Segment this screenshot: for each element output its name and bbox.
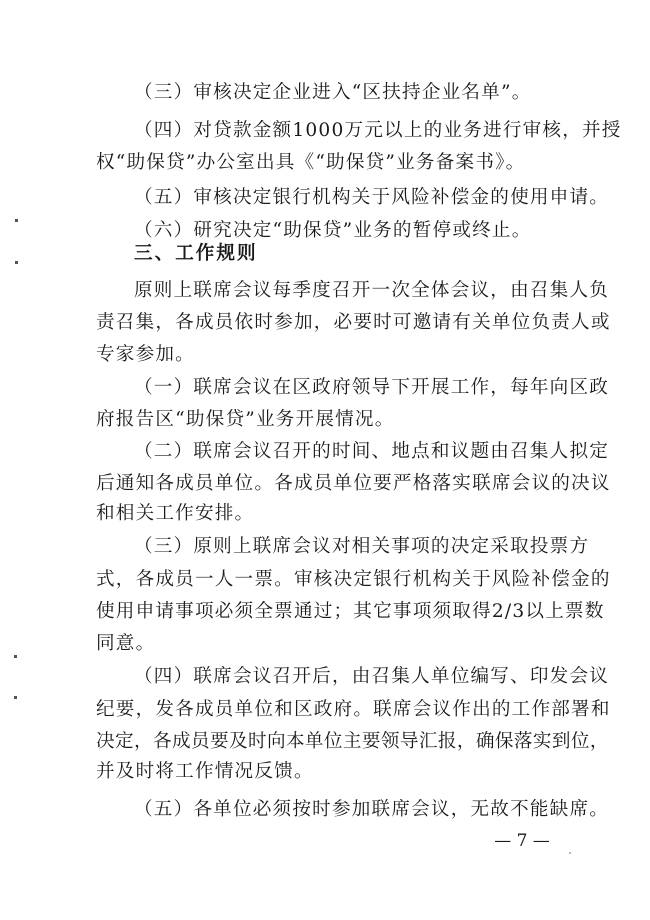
section-heading-work-rules: 三、工作规则: [134, 243, 258, 264]
rule-4-line-3: 决定，各成员要及时向本单位主要领导汇报，确保落实到位，: [96, 731, 609, 752]
scan-speck: [569, 852, 571, 854]
rule-4-line-4: 并及时将工作情况反馈。: [96, 761, 314, 782]
binding-mark: [14, 696, 17, 699]
binding-mark: [15, 261, 18, 264]
rule-4-line-1: （四）联席会议召开后，由召集人单位编写、印发会议: [134, 666, 610, 687]
rule-5-line: （五）各单位必须按时参加联席会议，无故不能缺席。: [134, 799, 610, 820]
rule-2-line-3: 和相关工作安排。: [96, 503, 255, 524]
rule-2-line-1: （二）联席会议召开的时间、地点和议题由召集人拟定: [134, 441, 610, 462]
rules-intro-line-1: 原则上联席会议每季度召开一次全体会议，由召集人负: [134, 280, 610, 301]
clause-4-line-1: （四）对贷款金额1000万元以上的业务进行审核，并授: [134, 120, 622, 141]
rules-intro-line-2: 责召集，各成员依时参加，必要时可邀请有关单位负责人或: [96, 312, 611, 333]
clause-3-line: （三）审核决定企业进入“区扶持企业名单”。: [134, 82, 532, 103]
rule-1-line-1: （一）联席会议在区政府领导下开展工作，每年向区政: [134, 377, 610, 398]
clause-6-line: （六）研究决定“助保贷”业务的暂停或终止。: [134, 220, 532, 241]
rule-4-line-2: 纪要，发各成员单位和区政府。联席会议作出的工作部署和: [96, 699, 611, 720]
binding-mark: [15, 219, 18, 222]
rule-2-line-2: 后通知各成员单位。各成员单位要严格落实联席会议的决议: [96, 473, 611, 494]
rules-intro-line-3: 专家参加。: [96, 344, 195, 365]
rule-1-line-2: 府报告区“助保贷”业务开展情况。: [96, 409, 395, 430]
rule-3-line-1: （三）原则上联席会议对相关事项的决定采取投票方: [134, 536, 590, 557]
rule-3-line-2: 式，各成员一人一票。审核决定银行机构关于风险补偿金的: [96, 569, 611, 590]
clause-4-line-2: 权“助保贷”办公室出具《“助保贷”业务备案书》。: [96, 152, 526, 173]
rule-3-line-4: 同意。: [96, 633, 156, 654]
binding-mark: [14, 655, 17, 658]
rule-3-line-3: 使用申请事项必须全票通过；其它事项须取得2/3以上票数: [96, 601, 605, 622]
clause-5-line: （五）审核决定银行机构关于风险补偿金的使用申请。: [134, 187, 610, 208]
page-number: — 7 —: [494, 831, 550, 851]
